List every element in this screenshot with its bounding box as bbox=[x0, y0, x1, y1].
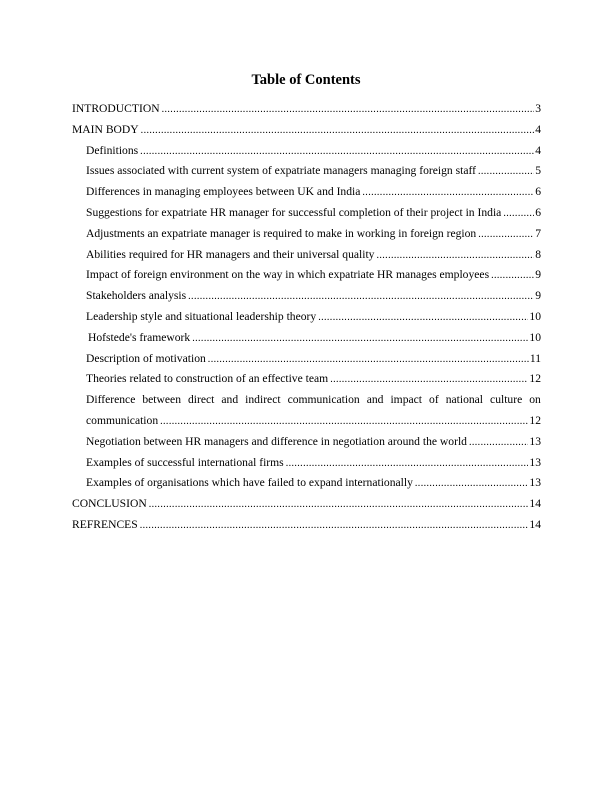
toc-page-number: 10 bbox=[529, 330, 541, 344]
toc-word: impact bbox=[390, 393, 423, 407]
toc-leader-dots bbox=[330, 372, 528, 388]
toc-list bbox=[72, 101, 541, 538]
toc-entry-text: INTRODUCTION bbox=[72, 102, 160, 115]
toc-entry-issues-expatriate[interactable] bbox=[72, 163, 541, 184]
toc-page-number: 8 bbox=[535, 247, 541, 261]
toc-word: culture bbox=[490, 393, 523, 407]
toc-page-number: 13 bbox=[529, 476, 541, 490]
toc-page-number: 10 bbox=[529, 309, 541, 323]
toc-title: Table of Contents bbox=[251, 72, 361, 88]
toc-entry-communication-line2[interactable] bbox=[72, 413, 541, 434]
toc-page-number: 5 bbox=[535, 164, 541, 178]
toc-leader-dots bbox=[362, 185, 534, 201]
toc-entry-leadership[interactable] bbox=[72, 309, 541, 330]
toc-page-number: 13 bbox=[529, 455, 541, 469]
toc-entry-text: Issues associated with current system of expatriate managers managing foreign staff bbox=[86, 164, 476, 178]
toc-page-number: 9 bbox=[535, 268, 541, 282]
toc-word: on bbox=[529, 393, 541, 407]
toc-page-number: 3 bbox=[535, 102, 541, 115]
toc-word: direct bbox=[188, 393, 215, 407]
toc-entry-differences-uk-india[interactable] bbox=[72, 184, 541, 205]
toc-leader-dots bbox=[140, 518, 529, 534]
toc-page-number: 4 bbox=[535, 122, 541, 136]
toc-entry-text: Theories related to construction of an effective team bbox=[86, 372, 329, 386]
toc-leader-dots bbox=[376, 248, 534, 264]
toc-entry-text: Abilities required for HR managers and their universal quality bbox=[86, 247, 375, 261]
toc-entry-text: Examples of organisations which have failed to expand internationally bbox=[86, 476, 413, 490]
toc-entry-communication-line1[interactable] bbox=[72, 392, 541, 413]
toc-entry-definitions[interactable] bbox=[72, 143, 541, 164]
toc-entry-team-theories[interactable] bbox=[72, 371, 541, 392]
toc-leader-dots bbox=[140, 144, 534, 160]
toc-entry-failed-organisations[interactable] bbox=[72, 475, 541, 496]
toc-leader-dots bbox=[286, 456, 529, 472]
toc-entry-adjustments[interactable] bbox=[72, 226, 541, 247]
toc-page-number: 4 bbox=[535, 143, 541, 157]
toc-page-number: 12 bbox=[529, 413, 541, 427]
toc-leader-dots bbox=[160, 414, 528, 430]
toc-leader-dots bbox=[208, 352, 529, 368]
toc-word: national bbox=[445, 393, 484, 407]
toc-entry-text: Examples of successful international firms bbox=[86, 455, 284, 469]
toc-entry-suggestions[interactable] bbox=[72, 205, 541, 226]
toc-word: indirect bbox=[245, 393, 281, 407]
toc-leader-dots bbox=[188, 289, 534, 305]
toc-page-number: 12 bbox=[529, 372, 541, 386]
toc-entry-motivation[interactable] bbox=[72, 351, 541, 372]
toc-word: and bbox=[221, 393, 239, 407]
toc-page-number: 7 bbox=[535, 226, 541, 240]
toc-entry-text: Definitions bbox=[86, 143, 139, 157]
toc-entry-main-body[interactable] bbox=[72, 122, 541, 143]
toc-leader-dots bbox=[491, 268, 534, 284]
toc-entry-text: Impact of foreign environment on the way in which expatriate HR manages employees bbox=[86, 268, 490, 282]
toc-entry-text: communication bbox=[86, 413, 159, 427]
toc-leader-dots bbox=[318, 310, 528, 326]
toc-entry-conclusion[interactable] bbox=[72, 496, 541, 517]
toc-page-number: 11 bbox=[529, 351, 541, 365]
toc-entry-stakeholders[interactable] bbox=[72, 288, 541, 309]
toc-leader-dots bbox=[478, 164, 534, 180]
toc-word: Difference bbox=[86, 393, 136, 407]
toc-entry-text: Leadership style and situational leadership theory bbox=[86, 309, 317, 323]
toc-entry-negotiation[interactable] bbox=[72, 434, 541, 455]
toc-leader-dots bbox=[503, 206, 534, 222]
toc-leader-dots bbox=[149, 497, 529, 513]
toc-entry-text: Description of motivation bbox=[86, 351, 206, 365]
toc-entry-text: REFRENCES bbox=[72, 517, 138, 531]
toc-page-number: 14 bbox=[529, 497, 541, 511]
toc-word: and bbox=[366, 393, 384, 407]
toc-leader-dots bbox=[415, 476, 529, 492]
toc-entry-text: MAIN BODY bbox=[72, 122, 139, 136]
toc-leader-dots bbox=[478, 227, 534, 243]
toc-entry-text: Hofstede's framework bbox=[88, 330, 191, 344]
toc-word: communication bbox=[287, 393, 360, 407]
toc-entry-abilities[interactable] bbox=[72, 247, 541, 268]
toc-entry-text: Negotiation between HR managers and difference in negotiation around the world bbox=[86, 434, 467, 448]
toc-leader-dots bbox=[141, 123, 535, 139]
toc-leader-dots bbox=[192, 331, 528, 347]
toc-entry-text: Suggestions for expatriate HR manager for successful completion of their project in India bbox=[86, 205, 502, 219]
toc-page-number: 14 bbox=[529, 517, 541, 531]
toc-page-number: 6 bbox=[535, 205, 541, 219]
toc-entry-introduction[interactable] bbox=[72, 101, 541, 122]
toc-entry-hofstede[interactable] bbox=[72, 330, 541, 351]
toc-page-number: 6 bbox=[535, 185, 541, 199]
toc-entry-text: Adjustments an expatriate manager is required to make in working in foreign region bbox=[86, 226, 477, 240]
toc-leader-dots bbox=[469, 435, 528, 451]
toc-word: of bbox=[429, 393, 439, 407]
toc-entry-foreign-environment[interactable] bbox=[72, 267, 541, 288]
toc-entry-text: Stakeholders analysis bbox=[86, 289, 187, 303]
toc-word: between bbox=[142, 393, 181, 407]
toc-entry-text: CONCLUSION bbox=[72, 497, 147, 511]
toc-entry-references[interactable] bbox=[72, 517, 541, 538]
toc-entry-successful-firms[interactable] bbox=[72, 455, 541, 476]
toc-page-number: 13 bbox=[529, 434, 541, 448]
toc-leader-dots bbox=[162, 102, 535, 118]
toc-page-number: 9 bbox=[535, 289, 541, 303]
toc-entry-text: Differences in managing employees between UK and India bbox=[86, 185, 361, 199]
